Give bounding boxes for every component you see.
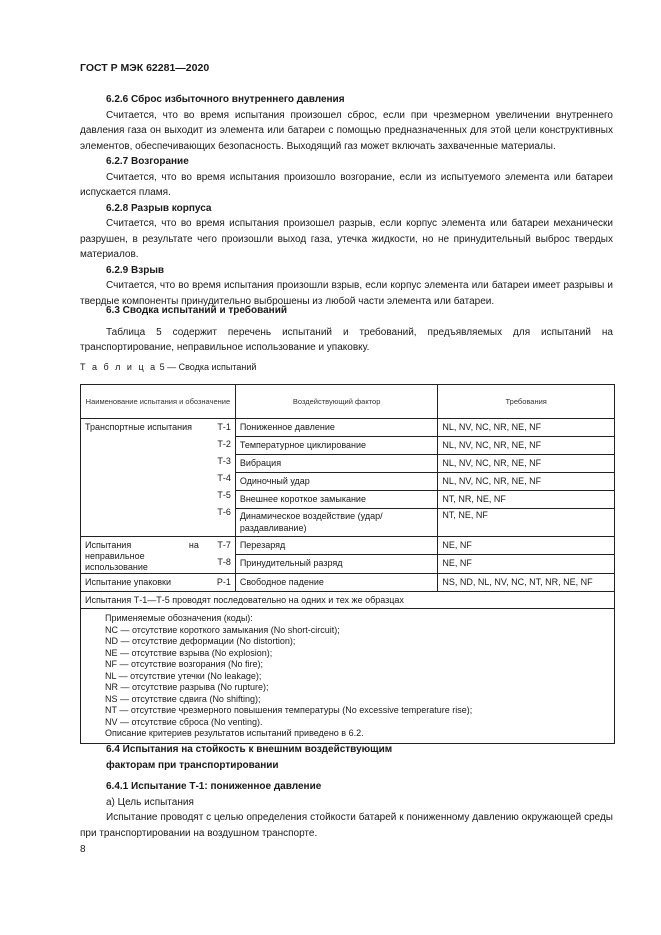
heading-6-4-1: 6.4.1 Испытание Т-1: пониженное давление [106, 781, 322, 792]
col-header-requirements: Требования [438, 385, 615, 419]
heading-6-2-9: 6.2.9 Взрыв [106, 264, 165, 276]
test-code: Т-3 [217, 456, 231, 466]
requirement-cell: NL, NV, NC, NR, NE, NF [438, 455, 614, 473]
table-header-row [81, 385, 615, 419]
legend-line: NR — отсутствие разрыва (No rupture); [105, 682, 269, 692]
factor-cell: Динамическое воздействие (удар/раздавливание) [239, 511, 383, 533]
legend-line: NF — отсутствие возгорания (No fire); [105, 659, 263, 669]
requirement-cell: NL, NV, NC, NR, NE, NF [438, 437, 614, 455]
table-caption [80, 362, 256, 372]
heading-6-2-8: 6.2.8 Разрыв корпуса [106, 202, 212, 214]
heading-6-4: 6.4 Испытания на стойкость к внешним воздействующим факторам при транспортировании [106, 744, 393, 771]
text-6-4-1: Испытание проводят с целью определения стойкости батарей к пониженному давлению окружающей среды при транспортировании на воздушном транспорте. [80, 812, 613, 839]
factor-cell: Принудительный разряд [239, 558, 343, 568]
factor-cell: Внешнее короткое замыкание [236, 491, 438, 509]
item-purpose: а) Цель испытания [106, 796, 194, 808]
test-code: Т-4 [217, 473, 231, 483]
legend-line: NV — отсутствие сброса (No venting). [105, 716, 263, 727]
section-6-3 [80, 303, 613, 356]
legend-line: ND — отсутствие деформации (No distortion); [105, 636, 296, 646]
legend-line: NL — отсутствие утечки (No leakage); [105, 670, 262, 681]
factor-cell: Пониженное давление [236, 419, 438, 437]
test-code: Т-6 [217, 507, 231, 517]
requirement-cell: NE, NF [442, 558, 472, 568]
heading-6-3: 6.3 Сводка испытаний и требований [106, 305, 288, 316]
requirement-cell: NS, ND, NL, NV, NC, NT, NR, NE, NF [438, 574, 615, 592]
heading-6-2-7: 6.2.7 Возгорание [106, 156, 189, 167]
page-number: 8 [80, 844, 86, 855]
section-6-2 [80, 92, 613, 309]
misuse-tests-label: Испытания на неправильное использование [85, 540, 199, 572]
tests-summary-table [80, 384, 615, 744]
text-6-2-7: Считается, что во время испытания произошло возгорание, если из испытуемого элемента или батареи испускается пламя. [80, 171, 613, 198]
table-row-transport [81, 419, 615, 537]
test-code: Т-2 [217, 439, 231, 449]
table-row-packaging [81, 574, 615, 592]
requirement-cell: NT, NE, NF [442, 510, 488, 520]
section-6-4 [80, 742, 613, 841]
table-caption-title: 5 — Сводка испытаний [159, 362, 257, 372]
table-footnote-row [81, 592, 615, 609]
col-header-name: Наименование испытания и обозначение [81, 385, 236, 419]
text-6-2-6: Считается, что во время испытания произошел сброс, если при чрезмерном увеличении внутреннего давления газа он выходит из элемента или батареи с помощью предназначенных для этой цели конструктивных элементов, обеспечивающих безопасность. Выходящий газ может включать захваченные материалы. [80, 109, 613, 152]
test-code: Т-5 [217, 490, 231, 500]
test-code: Т-1 [217, 422, 231, 432]
legend-line: Описание критериев результатов испытаний приведено в 6.2. [105, 728, 364, 738]
factor-cell: Температурное циклирование [236, 437, 438, 455]
table-row-misuse [81, 537, 615, 574]
test-code: Р-1 [216, 577, 231, 587]
requirement-cell: NT, NR, NE, NF [438, 491, 614, 509]
table-footnote: Испытания Т-1—Т-5 проводят последовательно на одних и тех же образцах [81, 592, 615, 609]
factor-cell: Свободное падение [235, 574, 438, 592]
heading-6-2-6: 6.2.6 Сброс избыточного внутреннего давления [106, 94, 345, 105]
text-6-3: Таблица 5 содержит перечень испытаний и требований, предъявляемых для испытаний на транспортирование, неправильное использование и упаковку. [80, 326, 613, 353]
legend-line: NC — отсутствие короткого замыкания (No short-circuit); [105, 624, 340, 635]
test-code: Т-7 [217, 540, 231, 550]
legend-line: NE — отсутствие взрыва (No explosion); [105, 647, 273, 658]
factor-cell: Перезаряд [236, 537, 438, 555]
codes-legend [81, 609, 615, 744]
test-code: Т-8 [217, 557, 231, 567]
requirement-cell: NL, NV, NC, NR, NE, NF [438, 419, 614, 437]
legend-line: NS — отсутствие сдвига (No shifting); [105, 693, 261, 704]
legend-line: NT — отсутствие чрезмерного повышения температуры (No excessive temperature rise); [105, 705, 473, 715]
table-notes-row [81, 609, 615, 744]
factor-cell: Одиночный удар [236, 473, 438, 491]
requirement-cell: NE, NF [438, 537, 614, 555]
standard-header: ГОСТ Р МЭК 62281—2020 [80, 62, 210, 74]
text-6-2-8: Считается, что во время испытания произошел разрыв, если корпус элемента или батареи механически разрушен, в результате чего произошли выход газа, утечка жидкости, но не принудительный выброс твердых материалов. [80, 218, 613, 260]
legend-line: Применяемые обозначения (коды): [105, 613, 253, 623]
factor-cell: Вибрация [236, 455, 438, 473]
text-6-2-9: Считается, что во время испытания произошли взрыв, если корпус элемента или батареи имеет разрывы и твердые компоненты принудительно выброшены из любой части элемента или батареи. [80, 280, 613, 307]
requirement-cell: NL, NV, NC, NR, NE, NF [438, 473, 614, 491]
table-caption-label: Т а б л и ц а [80, 362, 158, 372]
packaging-test-label: Испытание упаковки [85, 577, 172, 587]
transport-tests-label: Транспортные испытания [85, 422, 192, 432]
col-header-factor: Воздействующий фактор [235, 385, 438, 419]
